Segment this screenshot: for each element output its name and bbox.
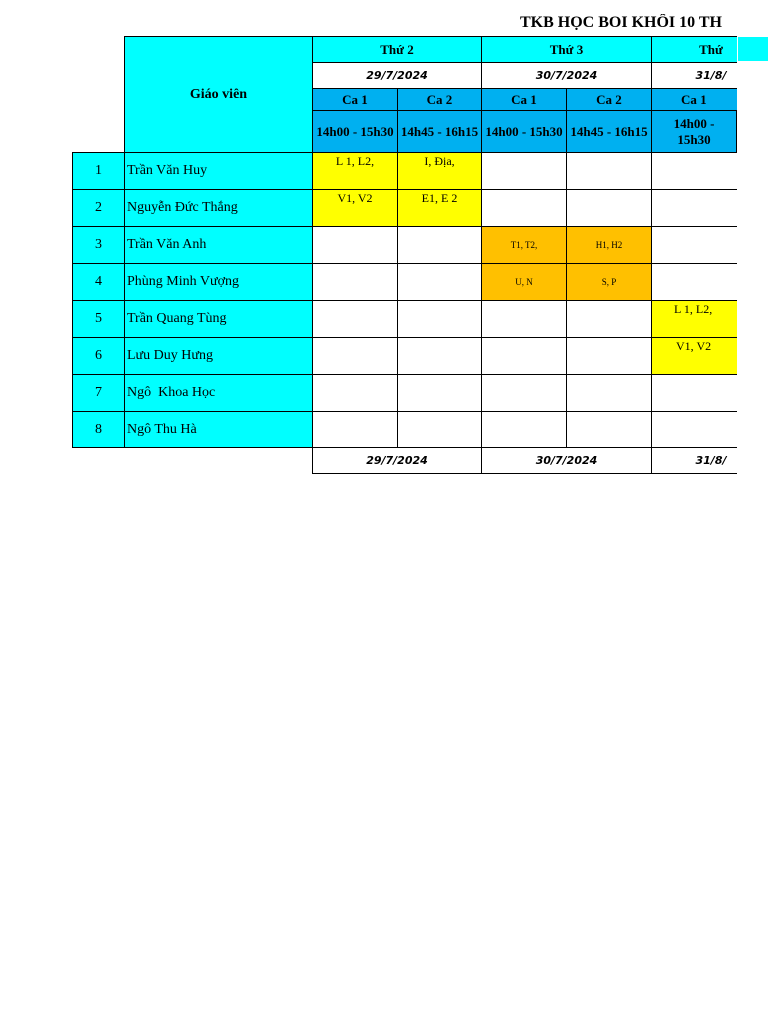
schedule-cell[interactable]	[397, 300, 482, 338]
day-header-tue[interactable]: Thứ 3	[481, 36, 652, 63]
schedule-cell[interactable]	[312, 337, 398, 375]
schedule-cell[interactable]	[651, 374, 737, 412]
row-number[interactable]: 4	[72, 263, 125, 301]
session-header[interactable]: Ca 1	[312, 88, 398, 111]
time-header[interactable]: 14h45 - 16h15	[566, 110, 652, 153]
schedule-cell[interactable]	[312, 226, 398, 264]
schedule-cell[interactable]	[481, 374, 567, 412]
session-header[interactable]: Ca 2	[397, 88, 482, 111]
schedule-cell[interactable]: L 1, L2,	[312, 152, 398, 190]
teacher-header[interactable]: Giáo viên	[124, 36, 313, 153]
schedule-cell[interactable]: I, Địa,	[397, 152, 482, 190]
session-header[interactable]: Ca 1	[481, 88, 567, 111]
schedule-cell[interactable]	[651, 189, 737, 227]
teacher-name[interactable]: Trần Văn Anh	[124, 226, 313, 264]
session-header[interactable]: Ca 2	[566, 88, 652, 111]
schedule-cell[interactable]	[566, 189, 652, 227]
header-fill-strip	[738, 37, 768, 61]
row-number[interactable]: 3	[72, 226, 125, 264]
schedule-cell[interactable]: E1, E 2	[397, 189, 482, 227]
schedule-cell[interactable]	[651, 411, 737, 448]
row-number[interactable]: 8	[72, 411, 125, 448]
schedule-cell[interactable]	[397, 226, 482, 264]
schedule-cell[interactable]	[481, 189, 567, 227]
teacher-name[interactable]: Lưu Duy Hưng	[124, 337, 313, 375]
schedule-cell[interactable]	[566, 152, 652, 190]
teacher-name[interactable]: Ngô Khoa Học	[124, 374, 313, 412]
row-number[interactable]: 6	[72, 337, 125, 375]
schedule-cell[interactable]	[566, 337, 652, 375]
teacher-name[interactable]: Nguyễn Đức Thắng	[124, 189, 313, 227]
time-header[interactable]: 14h00 - 15h30	[481, 110, 567, 153]
schedule-cell[interactable]	[312, 263, 398, 301]
schedule-cell[interactable]: U, N	[481, 263, 567, 301]
row-number[interactable]: 2	[72, 189, 125, 227]
schedule-cell[interactable]: S, P	[566, 263, 652, 301]
row-number[interactable]: 7	[72, 374, 125, 412]
schedule-cell[interactable]	[312, 374, 398, 412]
schedule-cell[interactable]	[481, 411, 567, 448]
schedule-cell[interactable]: H1, H2	[566, 226, 652, 264]
sheet-title: TKB HỌC BOI KHỐI 10 TH	[520, 14, 722, 31]
schedule-cell[interactable]	[566, 411, 652, 448]
footer-date-wed[interactable]: 31/8/	[651, 447, 737, 474]
time-header[interactable]: 14h00 - 15h30	[312, 110, 398, 153]
schedule-cell[interactable]	[312, 411, 398, 448]
schedule-cell[interactable]	[566, 300, 652, 338]
schedule-cell[interactable]	[397, 411, 482, 448]
schedule-cell[interactable]	[397, 374, 482, 412]
date-tue[interactable]: 30/7/2024	[481, 62, 652, 89]
footer-date-mon[interactable]: 29/7/2024	[312, 447, 482, 474]
schedule-cell[interactable]	[481, 300, 567, 338]
teacher-name[interactable]: Ngô Thu Hà	[124, 411, 313, 448]
schedule-cell[interactable]: T1, T2,	[481, 226, 567, 264]
schedule-cell[interactable]: V1, V2	[651, 337, 737, 375]
row-number[interactable]: 5	[72, 300, 125, 338]
schedule-table	[0, 0, 737, 480]
schedule-cell[interactable]	[651, 152, 737, 190]
time-header[interactable]: 14h00 - 15h30	[651, 110, 737, 153]
time-header[interactable]: 14h45 - 16h15	[397, 110, 482, 153]
date-wed[interactable]: 31/8/	[651, 62, 737, 89]
teacher-name[interactable]: Trần Quang Tùng	[124, 300, 313, 338]
schedule-cell[interactable]: V1, V2	[312, 189, 398, 227]
schedule-cell[interactable]	[312, 300, 398, 338]
schedule-cell[interactable]	[651, 226, 737, 264]
schedule-cell[interactable]: L 1, L2,	[651, 300, 737, 338]
teacher-name[interactable]: Trần Văn Huy	[124, 152, 313, 190]
day-header-wed[interactable]: Thứ	[651, 36, 737, 63]
footer-date-tue[interactable]: 30/7/2024	[481, 447, 652, 474]
schedule-cell[interactable]	[566, 374, 652, 412]
schedule-cell[interactable]	[397, 263, 482, 301]
session-header[interactable]: Ca 1	[651, 88, 737, 111]
row-number[interactable]: 1	[72, 152, 125, 190]
teacher-name[interactable]: Phùng Minh Vượng	[124, 263, 313, 301]
schedule-cell[interactable]	[651, 263, 737, 301]
schedule-cell[interactable]	[397, 337, 482, 375]
day-header-mon[interactable]: Thứ 2	[312, 36, 482, 63]
date-mon[interactable]: 29/7/2024	[312, 62, 482, 89]
schedule-cell[interactable]	[481, 337, 567, 375]
schedule-cell[interactable]	[481, 152, 567, 190]
